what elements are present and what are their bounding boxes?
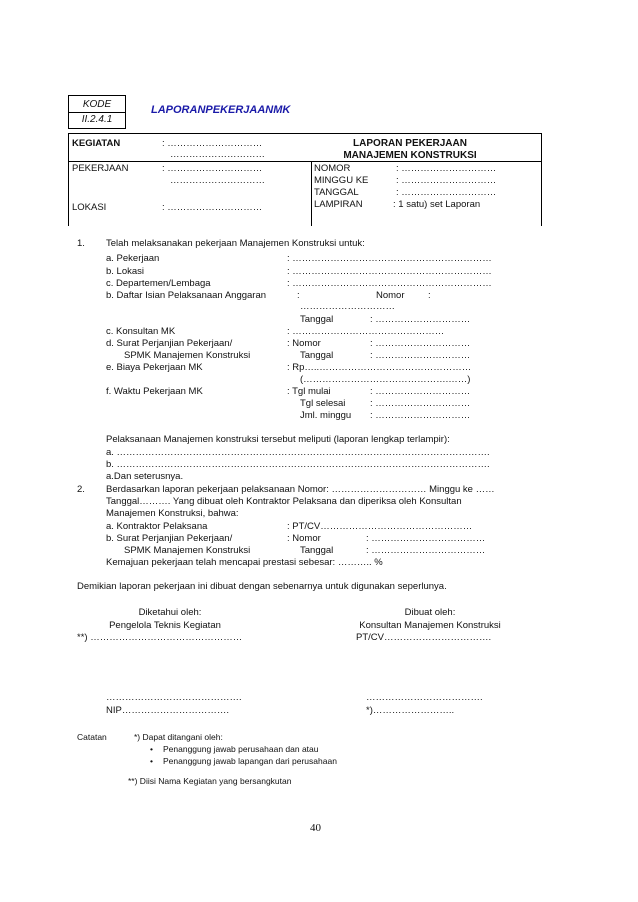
right-signature-title2: Konsultan Manajemen Konstruksi <box>359 620 501 631</box>
left-signature-title1: Diketahui oleh: <box>138 607 202 618</box>
item-d-tanggal-dots: : ………………………… <box>370 350 471 361</box>
pelaksanaan-a: a. ………………………………………………………………………………………………………. <box>106 447 490 458</box>
item-e-label: e. Biaya Pekerjaan MK <box>106 362 203 373</box>
item-a-label: a. Pekerjaan <box>106 253 160 264</box>
pekerjaan-label: PEKERJAAN <box>72 163 129 174</box>
kode-value: II.2.4.1 <box>81 114 113 125</box>
item-b2-tanggal-dots: : ………………………… <box>370 314 471 325</box>
item-d-nomor-dots: : ………………………… <box>370 338 471 349</box>
tanggal-label: TANGGAL <box>314 187 359 198</box>
notes-label: Catatan <box>77 732 107 742</box>
lokasi-label: LOKASI <box>72 202 107 213</box>
pelaksanaan-text: Pelaksanaan Manajemen konstruksi tersebut meliputi (laporan lengkap terlampir): <box>106 434 450 445</box>
report-title-2: MANAJEMEN KONSTRUKSI <box>343 150 477 161</box>
section1-number: 1. <box>77 238 85 249</box>
item-d-tanggal: Tanggal <box>300 350 334 361</box>
notes-line2: **) Diisi Nama Kegiatan yang bersangkutan <box>128 776 292 786</box>
minggu-dots: : ………………………… <box>396 175 497 186</box>
nomor-label: NOMOR <box>314 163 351 174</box>
section2-b-nomor: : Nomor <box>287 533 321 544</box>
lokasi-dots: : ………………………… <box>162 202 263 213</box>
section2-b-label: b. Surat Perjanjian Pekerjaan/ <box>106 533 233 544</box>
kemajuan-text: Kemajuan pekerjaan telah mencapai prestasi sebesar: ……….. % <box>106 557 383 568</box>
item-f-selesai: Tgl selesai <box>300 398 346 409</box>
item-c-dots: : ……………………………………………………… <box>287 278 492 289</box>
left-signature-line: ……………………………………. <box>106 692 242 703</box>
section2-b-tanggal: Tanggal <box>300 545 334 556</box>
notes-line1: *) Dapat ditangani oleh: <box>134 732 223 742</box>
item-d-nomor: : Nomor <box>287 338 321 349</box>
minggu-label: MINGGU KE <box>314 175 369 186</box>
kegiatan-dots-2: ………………………… <box>170 149 265 160</box>
item-f-minggu: Jml. minggu <box>300 410 352 421</box>
item-f-mulai: : Tgl mulai <box>287 386 331 397</box>
kode-box <box>68 95 126 129</box>
item-b-label: b. Lokasi <box>106 266 145 277</box>
pelaksanaan-etc: a.Dan seterusnya. <box>106 471 184 482</box>
tanggal-dots: : ………………………… <box>396 187 497 198</box>
closing-text: Demikian laporan pekerjaan ini dibuat dengan sebenarnya untuk digunakan seperlunya. <box>77 581 447 592</box>
left-signature-nip: NIP……………………………. <box>106 705 229 716</box>
section2-a-value: : PT/CV………………………………………… <box>287 521 473 532</box>
report-title-1: LAPORAN PEKERJAAN <box>353 138 467 149</box>
left-signature-title3: **) ………………………………………… <box>77 632 243 643</box>
item-b2-label: b. Daftar Isian Pelaksanaan Anggaran <box>106 290 267 301</box>
item-b-dots: : ……………………………………………………… <box>287 266 492 277</box>
pelaksanaan-b: b. ………………………………………………………………………………………………………. <box>106 459 490 470</box>
nomor-dots: : ………………………… <box>396 163 497 174</box>
item-c2-dots: : ………………………………………… <box>287 326 445 337</box>
item-c2-label: c. Konsultan MK <box>106 326 176 337</box>
lampiran-label: LAMPIRAN <box>314 199 363 210</box>
item-b2-nomor: Nomor <box>376 290 405 301</box>
right-signature-line: ………………………………. <box>366 692 483 703</box>
item-d-label: d. Surat Perjanjian Pekerjaan/ <box>106 338 233 349</box>
pekerjaan-dots-1: : ………………………… <box>162 163 263 174</box>
section2-line2: Tanggal………. Yang dibuat oleh Kontraktor Pelaksana dan diperiksa oleh Konsultan <box>106 496 462 507</box>
item-d-label2: SPMK Manajemen Konstruksi <box>124 350 251 361</box>
item-f-label: f. Waktu Pekerjaan MK <box>106 386 203 397</box>
item-f-mulai-dots: : ………………………… <box>370 386 471 397</box>
right-signature-title3: PT/CV……………………………. <box>356 632 492 643</box>
section2-line1: Berdasarkan laporan pekerjaan pelaksanaan Nomor: ………………………… Minggu ke …… <box>106 484 495 495</box>
kode-label: KODE <box>69 97 125 113</box>
right-signature-title1: Dibuat oleh: <box>404 607 456 618</box>
kegiatan-label: KEGIATAN <box>72 138 121 149</box>
section2-a-label: a. Kontraktor Pelaksana <box>106 521 208 532</box>
item-e-paren: (……………………………………….……) <box>300 374 471 385</box>
lampiran-value: : 1 satu) set Laporan <box>393 199 481 210</box>
section2-b-tanggal-dots: : ……………………………… <box>366 545 486 556</box>
header-divider <box>69 161 541 162</box>
section1-intro: Telah melaksanakan pekerjaan Manajemen Konstruksi untuk: <box>106 238 365 249</box>
document-title: LAPORANPEKERJAANMK <box>151 104 291 116</box>
page-number: 40 <box>310 822 321 834</box>
pekerjaan-dots-2: ………………………… <box>170 175 265 186</box>
item-b2-colon: : <box>297 290 300 301</box>
item-a-dots: : ……………………………………………………… <box>287 253 492 264</box>
section2-b-label2: SPMK Manajemen Konstruksi <box>124 545 251 556</box>
item-e-rp: : Rp…..………………………………………… <box>287 362 472 373</box>
item-f-minggu-dots: : ………………………… <box>370 410 471 421</box>
section2-line3: Manajemen Konstruksi, bahwa: <box>106 508 239 519</box>
item-c-label: c. Departemen/Lembaga <box>106 278 211 289</box>
kegiatan-dots-1: : ………………………… <box>162 138 263 149</box>
section2-b-nomor-dots: : ……………………………… <box>366 533 486 544</box>
item-b2-tanggal: Tanggal <box>300 314 334 325</box>
notes-bullet-1: • Penanggung jawab perusahaan dan atau <box>163 744 319 754</box>
left-signature-title2: Pengelola Teknis Kegiatan <box>109 620 221 631</box>
item-f-selesai-dots: : ………………………… <box>370 398 471 409</box>
item-b2-nomor-colon: : <box>428 290 431 301</box>
header-column-divider <box>311 161 312 226</box>
item-b2-dots: ………………………… <box>300 301 395 312</box>
notes-bullet-2: • Penanggung jawab lapangan dari perusahaan <box>163 756 337 766</box>
right-signature-star: *)…………………….. <box>366 705 455 716</box>
section2-number: 2. <box>77 484 85 495</box>
